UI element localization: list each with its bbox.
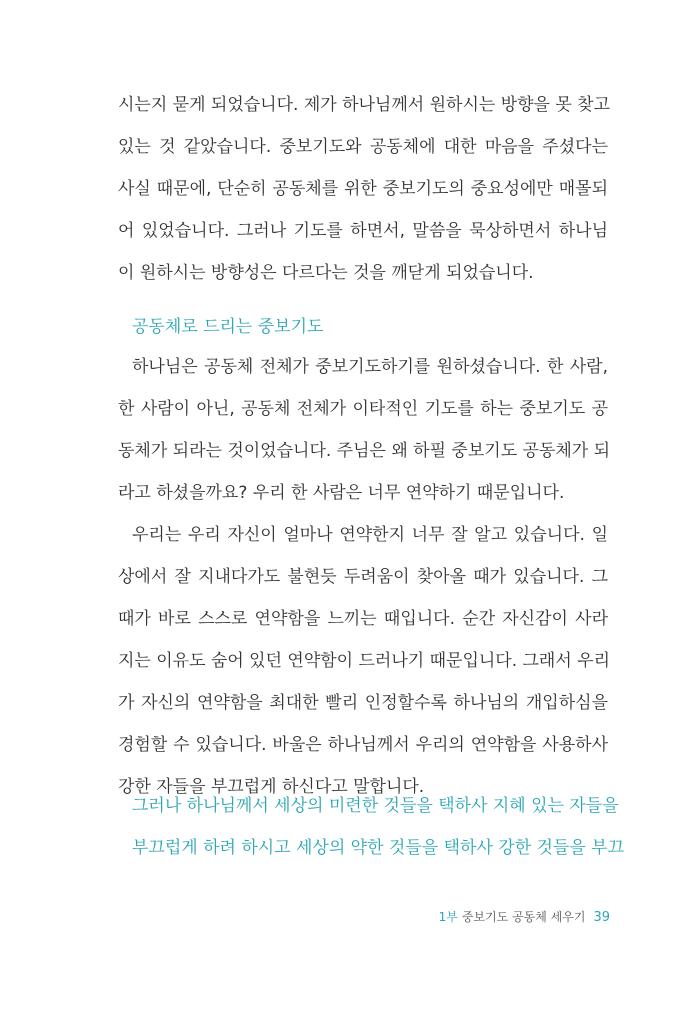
page-number: 39 [593, 910, 610, 925]
body-line: 우리는 우리 자신이 얼마나 연약한지 너무 잘 알고 있습니다. 일 [132, 525, 608, 545]
footer-chapter-title: 중보기도 공동체 세우기 [461, 910, 586, 924]
body-line: 한 사람이 아닌, 공동체 전체가 이타적인 기도를 하는 중보기도 공 [118, 399, 608, 419]
body-line: 하나님은 공동체 전체가 중보기도하기를 원하셨습니다. 한 사람, [132, 357, 608, 377]
body-line: 지는 이유도 숨어 있던 연약함이 드러나기 때문입니다. 그래서 우리 [118, 651, 611, 671]
quote-line: 부끄럽게 하려 하시고 세상의 약한 것들을 택하사 강한 것들을 부끄 [132, 838, 625, 858]
quote-line: 그러나 하나님께서 세상의 미련한 것들을 택하사 지혜 있는 자들을 [132, 796, 619, 816]
body-line: 상에서 잘 지내다가도 불현듯 두려움이 찾아올 때가 있습니다. 그 [118, 567, 608, 587]
page-footer [439, 909, 610, 926]
body-line: 어 있었습니다. 그러나 기도를 하면서, 말씀을 묵상하면서 하나님 [118, 221, 608, 241]
body-line: 동체가 되라는 것이었습니다. 주님은 왜 하필 중보기도 공동체가 되 [118, 441, 611, 461]
body-line: 있는 것 같았습니다. 중보기도와 공동체에 대한 마음을 주셨다는 [118, 137, 608, 157]
body-line: 이 원하시는 방향성은 다르다는 것을 깨닫게 되었습니다. [118, 263, 534, 283]
body-line: 라고 하셨을까요? 우리 한 사람은 너무 연약하기 때문입니다. [118, 483, 565, 503]
footer-part-label: 1부 [438, 910, 458, 924]
section-heading: 공동체로 드리는 중보기도 [132, 317, 324, 337]
body-line: 사실 때문에, 단순히 공동체를 위한 중보기도의 중요성에만 매몰되 [118, 179, 608, 199]
body-line: 때가 바로 스스로 연약함을 느끼는 때입니다. 순간 자신감이 사라 [118, 609, 608, 629]
body-line: 경험할 수 있습니다. 바울은 하나님께서 우리의 연약함을 사용하사 [118, 735, 608, 755]
body-line: 강한 자들을 부끄럽게 하신다고 말합니다. [118, 777, 425, 797]
body-line: 가 자신의 연약함을 최대한 빨리 인정할수록 하나님의 개입하심을 [118, 693, 608, 713]
body-line: 시는지 묻게 되었습니다. 제가 하나님께서 원하시는 방향을 못 찾고 [118, 95, 611, 115]
